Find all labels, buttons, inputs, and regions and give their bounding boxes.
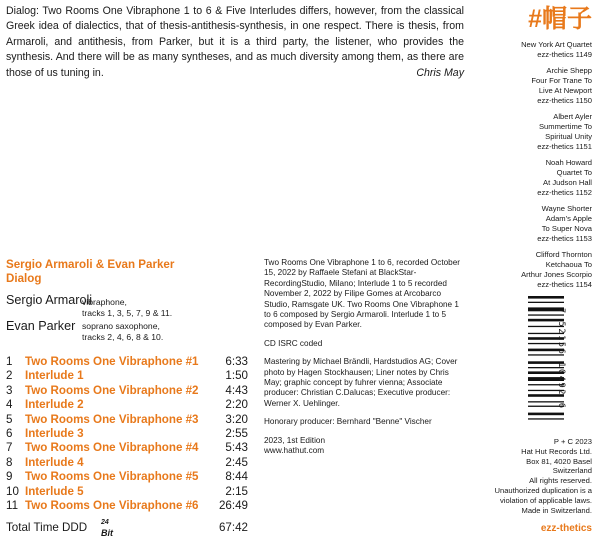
24bit-badge xyxy=(101,519,113,538)
catalog-line: To Super Nova xyxy=(541,224,592,233)
catalog-line: Arthur Jones Scorpio xyxy=(521,270,592,279)
track-row xyxy=(6,413,248,427)
track-title: Two Rooms One Vibraphone #5 xyxy=(25,470,199,484)
catalog-line: Ketchaoua To xyxy=(545,260,592,269)
total-time xyxy=(6,521,248,534)
track-duration: 2:45 xyxy=(225,455,248,469)
track-title: Interlude 1 xyxy=(25,369,84,383)
catalog-entry xyxy=(472,204,592,244)
track-duration: 8:44 xyxy=(225,470,248,484)
instrument-tracks: tracks 2, 4, 6, 8 & 10. xyxy=(82,332,164,342)
publisher-line: Unauthorized duplication is a xyxy=(494,485,592,495)
catalog-line: Archie Shepp xyxy=(546,66,592,75)
track-title: Interlude 5 xyxy=(25,484,84,498)
track-row xyxy=(6,384,248,398)
catalog-entry xyxy=(472,112,592,152)
catalog-line: New York Art Quartet xyxy=(521,40,592,49)
track-number: 8 xyxy=(6,455,13,469)
track-row xyxy=(6,485,248,499)
track-duration: 2:20 xyxy=(225,398,248,412)
hat-logo: #帽子 xyxy=(528,5,592,33)
barcode-digits: 7 52156 10492 6 xyxy=(556,308,566,410)
musician-instrument xyxy=(82,297,172,319)
track-number: 7 xyxy=(6,441,13,455)
track-row xyxy=(6,456,248,470)
track-number: 11 xyxy=(6,498,19,512)
credit-paragraph: Mastering by Michael Brändli, Hardstudios AG; Cover photo by Hagen Stockhausen; Liner notes by Chris May; graphic concept by fuhrer vienna; Associate producer: Christian C.Dalucas; Executive producer: Werner X. Uehlinger. xyxy=(264,357,458,408)
instrument-tracks: tracks 1, 3, 5, 7, 9 & 11. xyxy=(82,308,173,318)
catalog-entry xyxy=(472,158,592,198)
musician-name: Sergio Armaroli xyxy=(6,293,93,307)
catalog-line: Four For Trane To xyxy=(531,76,592,85)
bit-number: 24 xyxy=(101,519,109,526)
catalog-line: At Judson Hall xyxy=(543,178,592,187)
publisher-line: Hat Hut Records Ltd. xyxy=(521,446,592,456)
track-number: 3 xyxy=(6,383,13,397)
catalog-line: ezz-thetics 1151 xyxy=(537,142,592,151)
track-duration: 2:15 xyxy=(225,484,248,498)
track-duration: 2:55 xyxy=(225,426,248,440)
instrument-label: vibraphone, xyxy=(82,297,127,307)
track-row xyxy=(6,398,248,412)
track-number: 1 xyxy=(6,355,13,368)
track-title: Interlude 3 xyxy=(25,426,84,440)
essay-author: Chris May xyxy=(416,66,464,79)
catalog-line: Adam's Apple xyxy=(545,214,592,223)
track-duration: 3:20 xyxy=(225,412,248,426)
track-row xyxy=(6,355,248,369)
track-title: Interlude 2 xyxy=(25,398,84,412)
catalog-line: Albert Ayler xyxy=(553,112,592,121)
catalog-line: ezz-thetics 1152 xyxy=(537,188,592,197)
track-title: Interlude 4 xyxy=(25,455,84,469)
label-name: ezz-thetics xyxy=(540,523,592,534)
total-duration: 67:42 xyxy=(218,521,248,534)
album-title: Dialog xyxy=(6,272,42,285)
catalog-line: Clifford Thornton xyxy=(535,250,592,259)
track-row xyxy=(6,369,248,383)
catalog-line: Wayne Shorter xyxy=(541,204,592,213)
credit-paragraph: 2023, 1st Edition www.hathut.com xyxy=(264,435,325,456)
recording-credits xyxy=(264,258,464,465)
publisher-line: Box 81, 4020 Basel xyxy=(526,456,592,466)
track-row xyxy=(6,427,248,441)
credit-paragraph: Honorary producer: Bernhard "Benne" Vischer xyxy=(264,417,432,427)
track-list xyxy=(6,355,248,513)
track-row xyxy=(6,499,248,513)
track-number: 2 xyxy=(6,369,13,383)
catalog-line: ezz-thetics 1150 xyxy=(537,96,592,105)
catalog-entry xyxy=(472,250,592,290)
catalog-line: Summertime To xyxy=(538,122,592,131)
catalog-line: Noah Howard xyxy=(545,158,592,167)
credit-paragraph: CD ISRC coded xyxy=(264,338,323,348)
publisher-line: violation of applicable laws. xyxy=(499,495,592,505)
musician-name: Evan Parker xyxy=(6,319,76,333)
publisher-line: All rights reserved. xyxy=(529,476,592,486)
track-title: Two Rooms One Vibraphone #3 xyxy=(25,412,199,426)
catalog-line: ezz-thetics 1153 xyxy=(537,234,592,243)
track-row xyxy=(6,470,248,484)
publisher-line: Made in Switzerland. xyxy=(521,505,592,515)
track-duration: 4:43 xyxy=(225,383,248,397)
publisher-info xyxy=(442,437,592,515)
track-duration: 1:50 xyxy=(225,369,248,383)
album-artists: Sergio Armaroli & Evan Parker xyxy=(6,258,175,271)
track-title: Two Rooms One Vibraphone #1 xyxy=(25,355,199,368)
track-number: 9 xyxy=(6,470,13,484)
track-number: 6 xyxy=(6,426,13,440)
track-title: Two Rooms One Vibraphone #2 xyxy=(25,383,199,397)
publisher-line: Switzerland xyxy=(552,466,592,476)
track-number: 10 xyxy=(6,484,19,498)
track-number: 5 xyxy=(6,412,13,426)
musician-instrument xyxy=(82,321,163,343)
essay-text: Dialog: Two Rooms One Vibraphone 1 to 6 & Five Interludes differs, however, from the classical Greek idea of dialectics, that of thesis-antithesis-synthesis, in one respect. There is thesis, from Armaroli, and antithesis, from Parker, but it is a third party, the listener, who provides the synthesis. And there will be as many syntheses, and as much diversity among them, as there are those of us tuning in. xyxy=(6,5,464,79)
total-label: Total Time DDD xyxy=(6,521,88,534)
catalog-line: ezz-thetics 1149 xyxy=(537,50,592,59)
catalog-entry xyxy=(472,66,592,106)
catalog-list xyxy=(472,40,592,296)
credit-paragraph: Two Rooms One Vibraphone 1 to 6, recorded October 15, 2022 by Raffaele Stefani at BlackStar-RecordingStudio, Milano; Interlude 1 to 5 recorded November 2, 2022 by Filipe Gomes at Arcobarco Studio, Ramsgate UK. Two Rooms One Vibraphone 1 to 6 composed by Sergio Armaroli. Interlude 1 to 5 composed by Evan Parker. xyxy=(264,258,461,330)
track-title: Two Rooms One Vibraphone #4 xyxy=(25,441,199,455)
track-row xyxy=(6,441,248,455)
catalog-line: Quartet To xyxy=(556,168,592,177)
track-title: Two Rooms One Vibraphone #6 xyxy=(25,498,199,512)
track-duration: 5:43 xyxy=(225,441,248,455)
catalog-line: ezz-thetics 1154 xyxy=(537,280,592,289)
catalog-entry xyxy=(472,40,592,60)
liner-essay xyxy=(6,4,464,81)
bit-word: Bit xyxy=(101,528,113,538)
track-duration: 6:33 xyxy=(225,355,248,368)
instrument-label: soprano saxophone, xyxy=(82,321,160,331)
publisher-line: P + C 2023 xyxy=(553,437,592,446)
catalog-line: Spiritual Unity xyxy=(545,132,592,141)
track-number: 4 xyxy=(6,398,13,412)
track-duration: 26:49 xyxy=(218,498,248,512)
catalog-line: Live At Newport xyxy=(538,86,592,95)
